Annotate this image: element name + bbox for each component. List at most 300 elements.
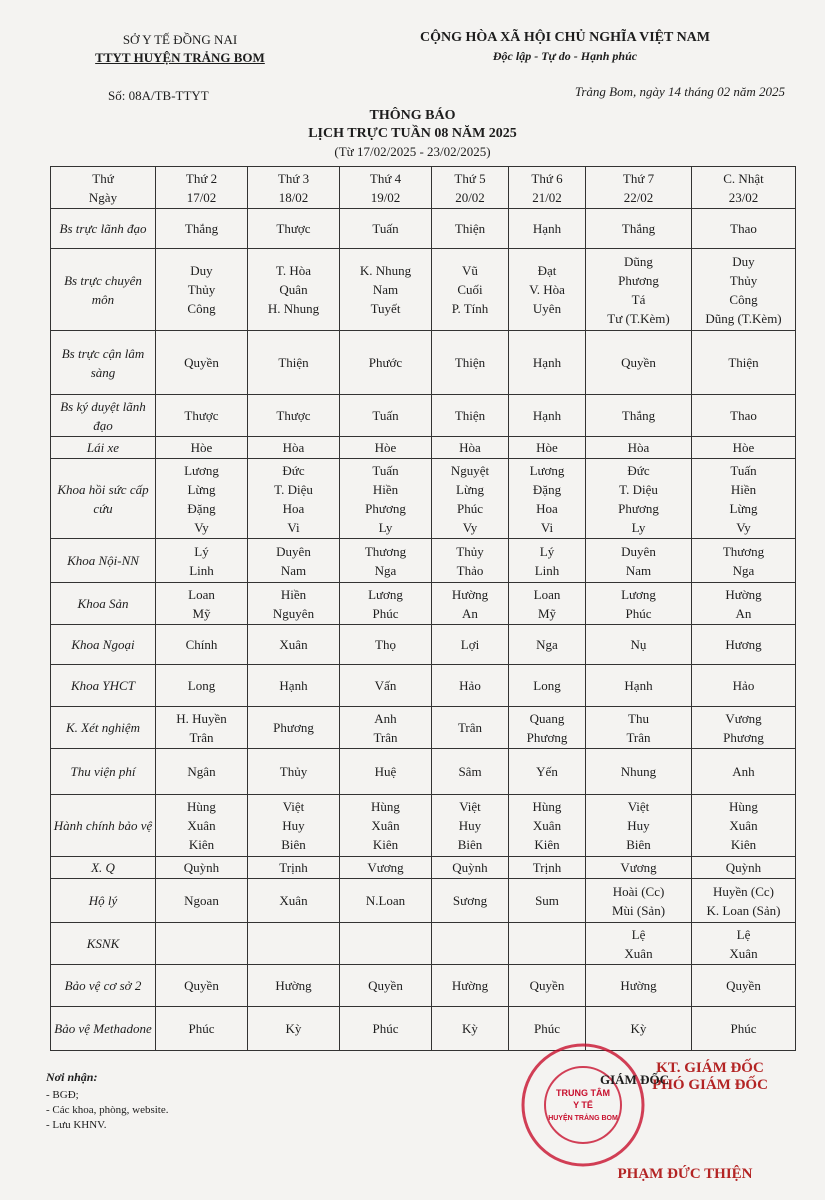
staff-name: Ly [631, 519, 646, 535]
staff-name: Công [729, 291, 758, 307]
staff-name: Phương [618, 500, 659, 516]
column-header [509, 167, 586, 209]
table-cell [248, 625, 340, 665]
staff-name: Lừng [187, 481, 216, 497]
table-cell [156, 331, 248, 395]
table-cell [248, 707, 340, 749]
table-cell [340, 923, 432, 965]
staff-name: Anh [732, 764, 755, 779]
staff-name: Chính [185, 637, 218, 652]
staff-name: N.Loan [365, 893, 406, 908]
staff-name: Vy [736, 519, 751, 535]
table-cell [586, 583, 692, 625]
staff-name: Xuân [279, 893, 308, 908]
column-date: 22/02 [623, 189, 654, 205]
table-cell [156, 437, 248, 459]
table-cell [156, 879, 248, 923]
staff-name: Hùng [187, 799, 216, 814]
staff-name: Hùng [729, 799, 758, 814]
table-row [51, 1007, 796, 1051]
signature-role: PHÓ GIÁM ĐỐC [652, 1077, 768, 1093]
table-cell [156, 795, 248, 857]
staff-name: Thủy [729, 272, 758, 288]
column-header [586, 167, 692, 209]
table-row [51, 625, 796, 665]
recipients-block [46, 1070, 169, 1131]
staff-name: Nguyệt [450, 462, 490, 478]
staff-name: Xuân [729, 818, 758, 833]
staff-name: Hoài (Cc) [612, 883, 665, 899]
staff-name: Lợi [460, 637, 480, 652]
staff-name: Hảo [459, 678, 481, 693]
staff-name: Hạnh [532, 221, 562, 236]
stamp-text-bottom: HUYỆN TRẢNG BOM [548, 1115, 618, 1122]
staff-name: Trân [457, 720, 483, 735]
national-header [370, 30, 760, 64]
table-cell [692, 795, 796, 857]
staff-name: Dũng [624, 253, 653, 269]
table-cell [586, 795, 692, 857]
table-cell [432, 923, 509, 965]
table-cell [692, 625, 796, 665]
table-row [51, 583, 796, 625]
staff-name: Kỳ [462, 1021, 478, 1036]
staff-name: Nam [625, 562, 652, 578]
row-label: Hộ lý [51, 879, 156, 923]
column-date: 18/02 [278, 189, 309, 205]
table-cell [432, 965, 509, 1007]
table-header-row [51, 167, 796, 209]
staff-name: Linh [534, 562, 560, 578]
staff-name: Hòe [536, 440, 558, 455]
table-cell [692, 249, 796, 331]
table-cell [248, 437, 340, 459]
table-cell [340, 395, 432, 437]
table-cell [156, 749, 248, 795]
table-cell [156, 209, 248, 249]
staff-name: Thao [730, 221, 757, 236]
staff-name: Vi [540, 519, 554, 535]
staff-name: Hùng [532, 799, 562, 814]
staff-name: T. Diệu [619, 481, 658, 497]
staff-name: Thiện [454, 221, 486, 236]
staff-name: Ngoan [184, 893, 219, 908]
official-stamp [518, 1040, 648, 1170]
table-cell [586, 923, 692, 965]
staff-name: Quyền [184, 978, 219, 993]
table-cell [432, 665, 509, 707]
row-label: K. Xét nghiệm [51, 707, 156, 749]
table-cell [248, 331, 340, 395]
column-date: 21/02 [532, 189, 562, 205]
table-cell [509, 539, 586, 583]
table-cell [509, 331, 586, 395]
staff-name: Phúc [730, 1021, 757, 1036]
table-cell [586, 395, 692, 437]
table-cell [509, 795, 586, 857]
staff-name: Tuyết [370, 301, 401, 316]
staff-name: Quang [529, 710, 565, 726]
table-cell [248, 459, 340, 539]
staff-name: Đức [282, 462, 305, 478]
staff-name: Xuân [624, 945, 653, 961]
row-label: Bảo vệ Methadone [51, 1007, 156, 1051]
table-cell [692, 857, 796, 879]
table-cell [509, 665, 586, 707]
column-day: C. Nhật [723, 170, 764, 186]
table-row [51, 331, 796, 395]
table-cell [248, 539, 340, 583]
staff-name: Huy [627, 818, 650, 833]
staff-name: Việt [282, 799, 305, 814]
signature-director: GIÁM ĐỐC [600, 1072, 669, 1087]
document-title [0, 108, 825, 160]
table-cell [432, 395, 509, 437]
staff-name: Mỹ [537, 605, 557, 621]
staff-name: Ngân [187, 764, 216, 779]
column-header [248, 167, 340, 209]
table-cell [509, 437, 586, 459]
table-row [51, 795, 796, 857]
org-name: TTYT HUYỆN TRẢNG BOM [95, 50, 265, 65]
staff-name: Thọ [375, 637, 396, 652]
staff-name: Thủy [279, 764, 308, 779]
staff-name: Anh [374, 710, 397, 726]
table-body [51, 209, 796, 1051]
row-label: Thu viện phí [51, 749, 156, 795]
table-cell [432, 749, 509, 795]
table-cell [248, 857, 340, 879]
staff-name: Vương [367, 860, 404, 875]
staff-name: T. Hòa [275, 263, 312, 278]
staff-name: Ly [378, 519, 393, 535]
table-cell [432, 879, 509, 923]
row-label: Khoa Sản [51, 583, 156, 625]
table-cell [432, 857, 509, 879]
column-day: Thứ 4 [369, 170, 402, 186]
staff-name: Hiền [280, 586, 307, 602]
staff-name: Duy [732, 253, 755, 269]
staff-name: Lệ [736, 926, 751, 942]
staff-name: Phúc [188, 1021, 215, 1036]
staff-name: Quyền [529, 978, 565, 993]
table-cell [432, 583, 509, 625]
table-cell [509, 749, 586, 795]
column-day: Thứ 6 [531, 170, 563, 186]
table-cell [586, 625, 692, 665]
table-cell [692, 331, 796, 395]
table-cell [509, 965, 586, 1007]
table-cell [248, 1007, 340, 1051]
table-cell [340, 539, 432, 583]
staff-name: Hường [620, 978, 657, 993]
staff-name: K. Loan (Sản) [706, 902, 781, 918]
staff-name: Nam [372, 282, 399, 297]
column-day: Thứ 2 [185, 170, 218, 186]
table-cell [340, 707, 432, 749]
table-row [51, 965, 796, 1007]
row-label: Bs trực chuyên môn [51, 249, 156, 331]
staff-name: Thược [184, 408, 219, 423]
staff-name: Thắng [621, 221, 656, 236]
table-row [51, 923, 796, 965]
table-cell [586, 879, 692, 923]
staff-name: Quỳnh [452, 860, 488, 875]
staff-name: Tuấn [372, 408, 399, 423]
signature-role-block [600, 1060, 790, 1094]
staff-name: Quyền [726, 978, 761, 993]
staff-name: T. Diệu [274, 481, 313, 497]
row-label: Bảo vệ cơ sở 2 [51, 965, 156, 1007]
staff-name: Phúc [372, 605, 399, 621]
staff-name: Tá [631, 291, 646, 307]
staff-name: Phương [273, 720, 314, 735]
staff-name: Thiện [454, 355, 486, 370]
staff-name: An [735, 605, 752, 621]
staff-name: An [462, 605, 478, 621]
staff-name: Huyền (Cc) [712, 883, 774, 899]
staff-name: Hiền [372, 481, 399, 497]
table-cell [586, 539, 692, 583]
table-cell [156, 395, 248, 437]
staff-name: Huệ [374, 764, 397, 779]
row-label: Bs trực cận lâm sàng [51, 331, 156, 395]
table-cell [248, 209, 340, 249]
table-cell [692, 209, 796, 249]
staff-name: Thu [628, 710, 649, 726]
staff-name: V. Hòa [529, 282, 565, 297]
staff-name: Vy [194, 519, 209, 535]
staff-name: Thương [722, 543, 765, 559]
recipient-item: - BGĐ; [46, 1089, 79, 1101]
signature-role-prefix: KT. GIÁM ĐỐC [656, 1060, 764, 1076]
staff-name: Huy [458, 818, 482, 833]
staff-name: Hiền [730, 481, 757, 497]
table-cell [586, 209, 692, 249]
staff-name: Xuân [371, 818, 400, 833]
table-cell [432, 249, 509, 331]
staff-name: Lừng [729, 500, 758, 516]
table-cell [156, 539, 248, 583]
table-cell [340, 879, 432, 923]
staff-name: Hường [451, 978, 489, 993]
staff-name: P. Tính [451, 301, 489, 316]
stamp-text-mid: Y TẾ [573, 1100, 593, 1110]
table-cell [509, 923, 586, 965]
table-cell [692, 1007, 796, 1051]
table-cell [432, 1007, 509, 1051]
staff-name: Cuối [457, 282, 483, 297]
staff-name: Hường [451, 586, 489, 602]
table-cell [432, 707, 509, 749]
staff-name: Lý [194, 543, 209, 559]
column-day: Thứ 7 [622, 170, 655, 186]
table-cell [509, 879, 586, 923]
staff-name: Thắng [621, 408, 656, 423]
table-cell [156, 857, 248, 879]
table-cell [586, 707, 692, 749]
staff-name: Hoa [536, 500, 558, 516]
staff-name: Thắng [184, 221, 219, 236]
staff-name: Kiên [372, 837, 399, 852]
staff-name: Hạnh [279, 678, 308, 693]
table-cell [586, 437, 692, 459]
staff-name: Nhung [620, 764, 657, 779]
staff-name: Hòe [374, 440, 397, 455]
row-label: Khoa Ngoại [51, 625, 156, 665]
place-date: Trảng Bom, ngày 14 tháng 02 năm 2025 [574, 84, 785, 99]
staff-name: Quỳnh [183, 860, 220, 875]
table-cell [586, 665, 692, 707]
staff-name: Thiện [454, 408, 486, 423]
row-label: KSNK [51, 923, 156, 965]
staff-name: Lý [539, 543, 555, 559]
table-cell [340, 625, 432, 665]
stamp-text-top: TRUNG TÂM [556, 1088, 610, 1098]
table-row [51, 209, 796, 249]
staff-name: Long [187, 678, 216, 693]
table-cell [340, 249, 432, 331]
row-label: Bs ký duyệt lãnh đạo [51, 395, 156, 437]
staff-name: Lương [621, 586, 656, 602]
staff-name: Lương [184, 462, 219, 478]
staff-name: K. Nhung [359, 263, 412, 278]
recipients-title: Nơi nhận: [46, 1070, 98, 1084]
table-cell [692, 459, 796, 539]
row-label: Lái xe [51, 437, 156, 459]
staff-name: Hương [725, 637, 762, 652]
staff-name: Vương [620, 860, 657, 875]
table-cell [340, 459, 432, 539]
table-cell [432, 331, 509, 395]
table-cell [248, 965, 340, 1007]
table-cell [509, 395, 586, 437]
table-cell [692, 583, 796, 625]
staff-name: Phước [368, 355, 403, 370]
staff-name: Trân [189, 729, 214, 745]
staff-name: Thược [276, 408, 311, 423]
column-day: Thứ 3 [277, 170, 310, 186]
staff-name: Biên [457, 837, 483, 852]
staff-name: Tuấn [372, 462, 399, 478]
staff-name: Quân [279, 282, 308, 297]
staff-name: Duyên [276, 543, 311, 559]
table-cell [692, 539, 796, 583]
table-cell [340, 795, 432, 857]
table-cell [692, 879, 796, 923]
staff-name: Nguyên [272, 605, 315, 621]
table-row [51, 857, 796, 879]
table-cell [156, 583, 248, 625]
staff-name: Biên [626, 837, 651, 852]
staff-name: Hạnh [532, 355, 562, 370]
table-cell [156, 707, 248, 749]
staff-name: Thủy [456, 543, 484, 559]
table-cell [509, 209, 586, 249]
table-cell [586, 749, 692, 795]
staff-name: Xuân [279, 637, 308, 652]
staff-name: Sương [452, 893, 488, 908]
table-cell [248, 665, 340, 707]
staff-name: Thảo [456, 562, 484, 578]
staff-name: Quyền [621, 355, 656, 370]
table-cell [156, 665, 248, 707]
table-cell [340, 857, 432, 879]
staff-name: Phúc [457, 500, 483, 516]
table-row [51, 707, 796, 749]
staff-name: Sâm [458, 764, 482, 779]
table-cell [586, 857, 692, 879]
staff-name: Hảo [732, 678, 755, 693]
row-label: Hành chính bảo vệ [51, 795, 156, 857]
staff-name: Vi [287, 519, 300, 535]
staff-name: Việt [459, 799, 481, 814]
staff-name: Kiên [730, 837, 757, 852]
corner-header [51, 167, 156, 209]
staff-name: Nam [280, 562, 307, 578]
staff-name: Thiện [728, 355, 759, 370]
staff-name: Dũng (T.Kèm) [705, 310, 782, 326]
staff-name: Hòa [627, 440, 650, 455]
staff-name: H. Huyền [176, 710, 227, 726]
table-cell [692, 749, 796, 795]
staff-name: Thược [276, 221, 311, 236]
staff-name: Công [187, 301, 216, 316]
staff-name: Hùng [371, 799, 400, 814]
staff-name: Phúc [625, 605, 652, 621]
staff-name: Vương [725, 710, 762, 726]
staff-name: Lệ [631, 926, 646, 942]
staff-name: Quyền [184, 355, 219, 370]
staff-name: Phúc [372, 1021, 399, 1036]
table-cell [432, 459, 509, 539]
table-cell [248, 249, 340, 331]
document-number: Số: 08A/TB-TTYT [108, 88, 209, 103]
staff-name: Loan [188, 586, 215, 602]
column-date: 23/02 [728, 189, 759, 205]
table-cell [432, 625, 509, 665]
column-date: 20/02 [455, 189, 485, 205]
table-cell [156, 1007, 248, 1051]
table-row [51, 879, 796, 923]
duty-schedule-table [50, 166, 796, 1051]
staff-name: Yến [536, 764, 558, 779]
table-cell [340, 583, 432, 625]
staff-name: Vấn [374, 678, 397, 693]
staff-name: Phương [526, 729, 568, 745]
staff-name: Lừng [456, 481, 484, 497]
staff-name: Hạnh [624, 678, 653, 693]
staff-name: Phương [365, 500, 406, 516]
staff-name: Hoa [282, 500, 305, 516]
staff-name: Hạnh [532, 408, 562, 423]
corner-date-label: Ngày [88, 189, 118, 205]
staff-name: Nga [732, 562, 755, 578]
table-cell [248, 395, 340, 437]
table-cell [248, 795, 340, 857]
table-cell [156, 923, 248, 965]
staff-name: Hòe [190, 440, 213, 455]
row-label: X. Q [51, 857, 156, 879]
row-label: Bs trực lãnh đạo [51, 209, 156, 249]
corner-day-label: Thứ [92, 170, 114, 186]
column-header [156, 167, 248, 209]
staff-name: Kỳ [285, 1021, 302, 1036]
table-cell [692, 923, 796, 965]
column-header [432, 167, 509, 209]
staff-name: Phúc [534, 1021, 560, 1036]
column-date: 17/02 [186, 189, 217, 205]
